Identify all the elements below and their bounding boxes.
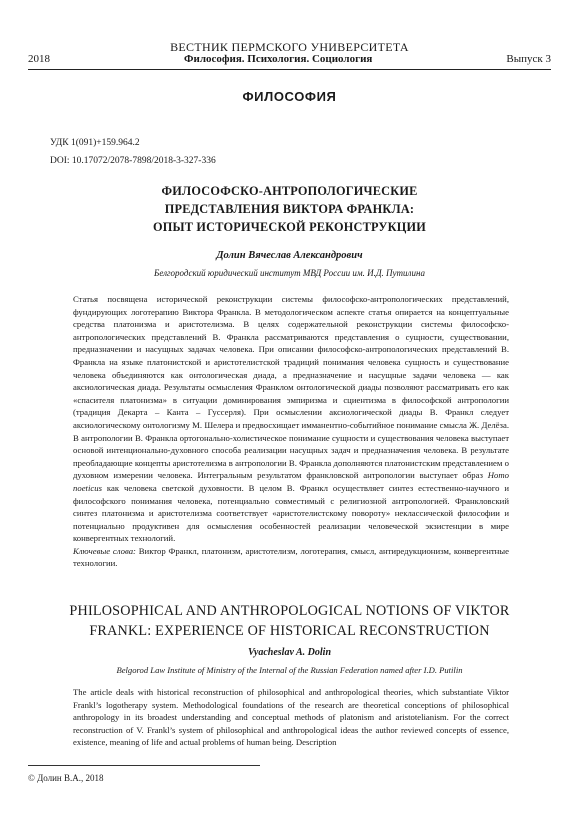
udk-code: УДК 1(091)+159.964.2 [50,138,140,148]
journal-name: ВЕСТНИК ПЕРМСКОГО УНИВЕРСИТЕТА [170,40,409,54]
header-year: 2018 [28,53,50,65]
abstract-ru-italic-term: Homo noeticus [73,470,509,493]
header-sections: Философия. Психология. Социология [184,53,373,65]
keywords-label-ru: Ключевые слова: [73,545,136,556]
affiliation-en: Belgorod Law Institute of Ministry of the Internal of the Russian Federation named after I.D. Putilin [116,665,463,675]
article-title-ru [60,182,519,236]
author-en: Vyacheslav A. Dolin [247,647,332,658]
header-rule [28,69,551,70]
title-ru-line-2: ПРЕДСТАВЛЕНИЯ ВИКТОРА ФРАНКЛА: [164,202,415,216]
header-issue: Выпуск 3 [506,53,551,65]
abstract-ru-text-1: Статья посвящена исторической реконструкции системы философско-антропологических представлений, фундирующих логотерапию Виктора Франкла. В методологическом аспекте статья опирается на концептуальные средства платонизма и аристотелизма. В целях содержательной реконструкции системы философско-антропологических представлений В. Франкла рассматриваются представления о сущности, существовании, предназначении и насущных задачах человека. При описании философско-антропологических представлений В. Франкла на языке платонистской и аристотелистской традиций понимания человека сущность и существование человека объединяются как онтологическая диада, а предназначение и насущные задачи человека — как аксиологическая диада. Результаты осмысления Франклом онтологической диады позволяют рассматривать его как «спасителя платонизма» в ситуации доминирования эмпиризма и сциентизма в философской антропологии (традиция Декарта – Канта – Гуссерля). При осмыслении аксиологической диады В. Франкл следует аксиологическому онтологизму М. Шелера и предвосхищает имманентно-событийное понимание смысла Ж. Делёза. В антропологии В. Франкла ортогонально-холистическое понимание сущности и существования человека выступает основой интенционально-духовного способа реализации насущных задач и предназначения человека. В результате преобладающие концепты аристотелизма в антропологии В. Франкла дополняются платонистским представлением о духовном измерении человека. Интегральным результатом франкловской антропологии выступает образ [73,294,509,481]
title-ru-line-1: ФИЛОСОФСКО-АНТРОПОЛОГИЧЕСКИЕ [161,184,418,198]
title-en-line-1: PHILOSOPHICAL AND ANTHROPOLOGICAL NOTIONS OF VIKTOR [69,603,510,619]
keywords-ru: Виктор Франкл, платонизм, аристотелизм, логотерапия, смысл, антиредукционизм, конвергентные технологии. [73,545,509,569]
abstract-en: The article deals with historical reconstruction of philosophical and anthropological theories, which substantiate Viktor Frankl’s logotherapy system. Methodological foundations of the research are theoretical conceptions of philosophical anthropology in its broadest understanding and conceptual methods of platonism and aristotelianism. For the correct reconstruction of V. Frankl’s system of philosophical and anthropological ideas the author reviewed concepts of essence, existence, meaning of life and actual problems of human being. Description [73,687,509,748]
footnote-rule [28,765,260,766]
section-title: ФИЛОСОФИЯ [242,89,337,104]
title-ru-line-3: ОПЫТ ИСТОРИЧЕСКОЙ РЕКОНСТРУКЦИИ [152,220,427,234]
doi-link[interactable]: DOI: 10.17072/2078-7898/2018-3-327-336 [50,156,216,166]
abstract-ru-text-2: как человека светской духовности. В целом В. Франкл осуществляет синтез естественно-научного и философского понимания человека, потенциально совместимый с религиозной антропологией. Франкловский синтез платонизма и аристотелизма соответствует «аристотелистскому повороту» неклассической философии и потенциально продуктивен для осмысления особенностей реализации человеческой экзистенции в мире конвергентных технологий. [73,482,509,544]
article-title-en [40,601,539,641]
author-ru: Долин Вячеслав Александрович [216,250,363,261]
affiliation-ru: Белгородский юридический институт МВД России им. И.Д. Путилина [154,268,425,278]
abstract-ru [73,293,509,570]
running-header [28,53,551,65]
title-en-line-2: FRANKL: EXPERIENCE OF HISTORICAL RECONSTRUCTION [89,623,490,639]
copyright-note: © Долин В.А., 2018 [28,773,104,783]
